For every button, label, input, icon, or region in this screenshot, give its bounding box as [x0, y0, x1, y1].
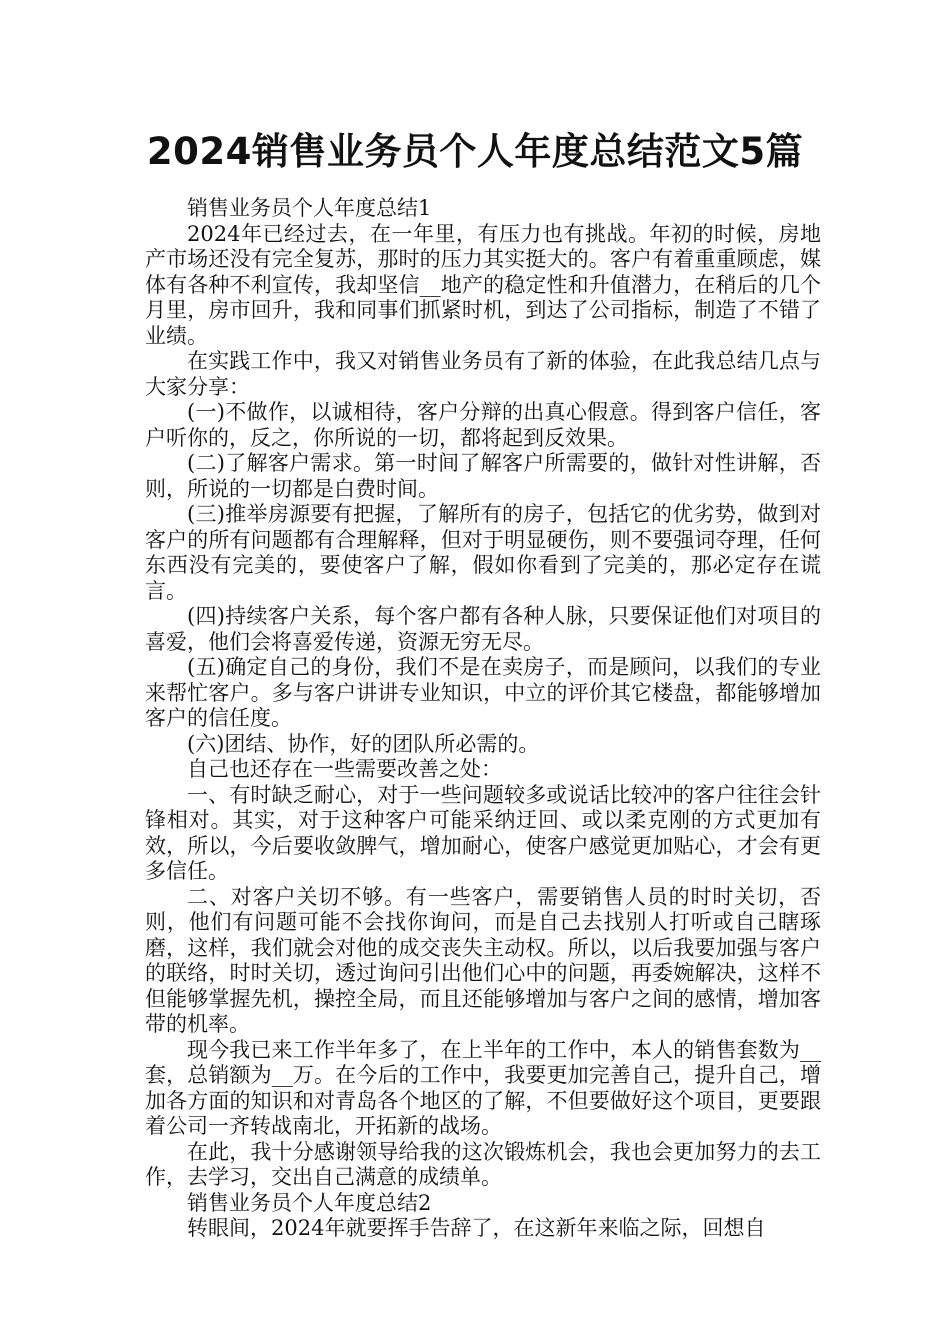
section-heading: 销售业务员个人年度总结1: [187, 196, 432, 220]
document-body: [145, 196, 821, 1242]
paragraph: (三)推举房源要有把握，了解所有的房子，包括它的优劣势，做到对客户的所有问题都有合理解释，但对于明显硬伤，则不要强词夺理，任何东西没有完美的，要使客户了解，假如你看到了完美的，那必定存在谎言。: [145, 502, 821, 603]
paragraph: (六)团结、协作，好的团队所必需的。: [187, 731, 540, 756]
paragraph: (二)了解客户需求。第一时间了解客户所需要的，做针对性讲解，否则，所说的一切都是白费时间。: [145, 451, 821, 501]
paragraph: (四)持续客户关系，每个客户都有各种人脉，只要保证他们对项目的喜爱，他们会将喜爱传递，资源无穷无尽。: [145, 604, 821, 654]
paragraph: 在此，我十分感谢领导给我的这次锻炼机会，我也会更加努力的去工作，去学习，交出自己满意的成绩单。: [145, 1139, 821, 1189]
paragraph: (五)确定自己的身份，我们不是在卖房子，而是顾问，以我们的专业来帮忙客户。多与客户讲讲专业知识，中立的评价其它楼盘，都能够增加客户的信任度。: [145, 655, 821, 730]
paragraph: 2024年已经过去，在一年里，有压力也有挑战。年初的时候，房地产市场还没有完全复苏，那时的压力其实挺大的。客户有着重重顾虑，媒体有各种不利宣传，我却坚信__地产的稳定性和升值潜力，在稍后的几个月里，房市回升，我和同事们抓紧时机，到达了公司指标，制造了不错了业绩。: [145, 221, 821, 348]
paragraph: (一)不做作，以诚相待，客户分辩的出真心假意。得到客户信任，客户听你的，反之，你所说的一切，都将起到反效果。: [145, 400, 821, 450]
paragraph: 自己也还存在一些需要改善之处：: [187, 757, 502, 781]
paragraph: 一、有时缺乏耐心，对于一些问题较多或说话比较冲的客户往往会针锋相对。其实，对于这种客户可能采纳迂回、或以柔克刚的方式更加有效，所以，今后要收敛脾气，增加耐心，使客户感觉更加贴心，才会有更多信任。: [145, 782, 821, 883]
section-heading: 销售业务员个人年度总结2: [187, 1190, 432, 1215]
paragraph: 二、对客户关切不够。有一些客户，需要销售人员的时时关切，否则，他们有问题可能不会找你询问，而是自己去找别人打听或自己瞎琢磨，这样，我们就会对他的成交丧失主动权。所以，以后我要加强与客户的联络，时时关切，透过询问引出他们心中的问题，再委婉解决，这样不但能够掌握先机，操控全局，而且还能够增加与客户之间的感情，增加客带的机率。: [145, 884, 821, 1036]
paragraph: 现今我已来工作半年多了，在上半年的工作中，本人的销售套数为__套，总销额为__万。在今后的工作中，我要更加完善自己，提升自己，增加各方面的知识和对青岛各个地区的了解，不但要做好这个项目，更要跟着公司一齐转战南北，开拓新的战场。: [145, 1037, 821, 1138]
document-title: 2024销售业务员个人年度总结范文5篇: [146, 130, 804, 173]
paragraph: 转眼间，2024年就要挥手告辞了，在这新年来临之际，回想自: [187, 1216, 766, 1240]
paragraph: 在实践工作中，我又对销售业务员有了新的体验，在此我总结几点与大家分享：: [145, 349, 821, 399]
